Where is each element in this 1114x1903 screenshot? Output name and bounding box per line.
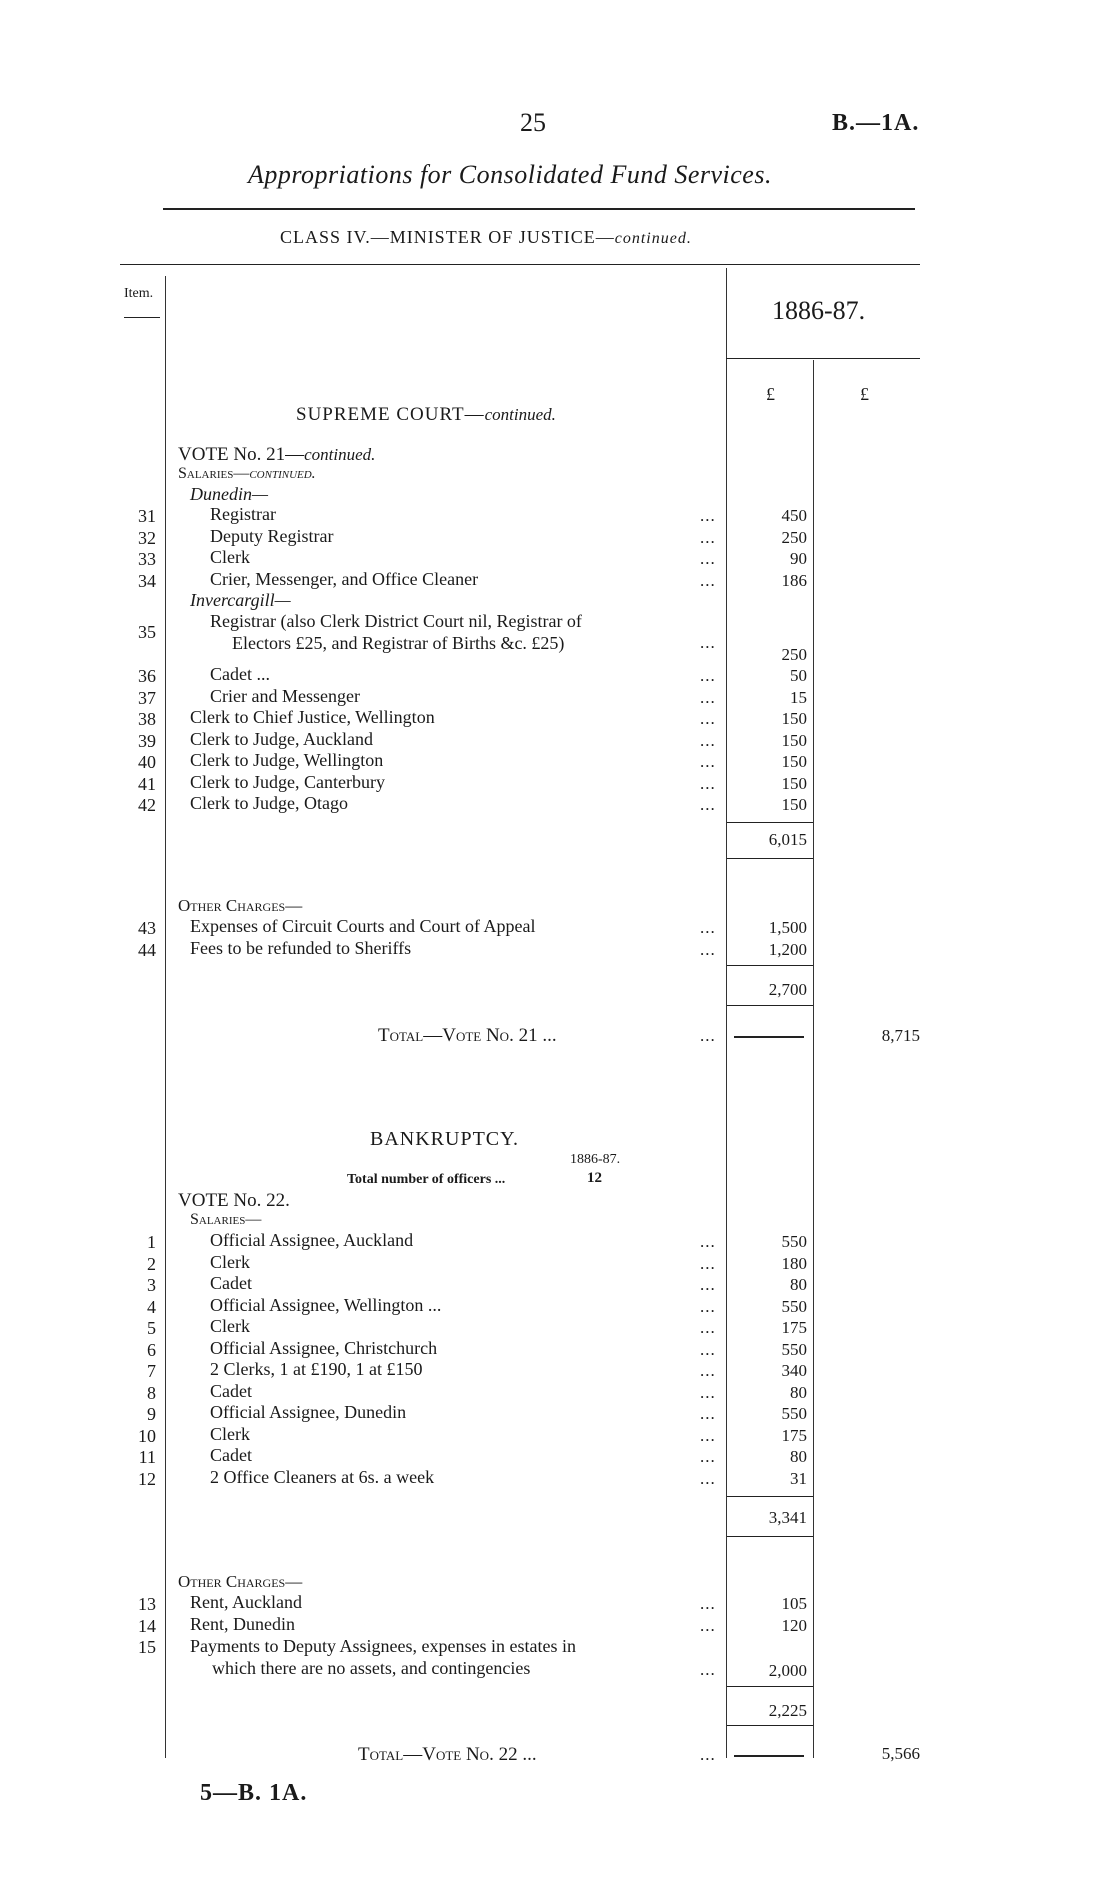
vote-22-total-label: Total—Vote No. 22 ... [358,1744,537,1765]
salaries-subtotal-rule-bottom [727,858,813,859]
item-number: 31 [138,506,156,526]
leader-dots: ... [700,527,716,547]
salaries-cont: continued. [249,465,316,482]
table-row [0,752,1114,774]
table-row [0,1423,1114,1448]
item-amount: 150 [781,730,807,750]
item-description: Clerk [210,1316,250,1336]
amount-column-left-divider [726,268,727,1758]
bankruptcy-salaries-subtotal: 3,341 [768,1508,807,1527]
item-description: Fees to be refunded to Sheriffs [190,937,412,958]
leader-dots: ... [700,795,716,814]
leader-dots: ... [700,1425,716,1445]
table-row [0,937,1114,962]
title-rule [163,208,915,210]
item-amount: 250 [781,527,807,547]
item-number: 35 [138,622,156,642]
item-description: 2 Clerks, 1 at £190, 1 at £150 [210,1359,423,1379]
item-35-line2: Electors £25, and Registrar of Births &c. £25) [232,633,565,653]
vote-21-label: VOTE No. 21— [178,444,305,465]
salaries-label: Salaries— [178,465,250,482]
item-description: Clerk [210,1423,250,1444]
item-number: 10 [138,1425,156,1446]
item-description: 2 Office Cleaners at 6s. a week [210,1466,435,1487]
table-row [0,525,1114,550]
leader-dots: ... [700,666,716,685]
vote-22-total-dash [734,1755,804,1757]
officers-label: Total number of officers ... [347,1172,506,1187]
table-row [0,728,1114,753]
item-amount: 150 [781,752,807,771]
supreme-court-title: SUPREME COURT— [296,404,485,425]
item-description: Official Assignee, Wellington ... [210,1294,442,1315]
item-number: 34 [138,570,156,591]
table-row [0,685,1114,710]
vote-21-total-label: Total—Vote No. 21 ... [378,1025,557,1046]
item-description: Deputy Registrar [210,525,334,546]
item-amount: 175 [781,1425,807,1445]
item-amount: 450 [781,506,807,525]
table-row [0,771,1114,796]
item-number: 2 [147,1253,156,1274]
item-number: 12 [138,1468,156,1489]
leader-dots: ... [700,570,716,590]
supreme-court-cont: continued. [484,405,556,424]
item-description: Rent, Auckland [190,1592,302,1612]
item-amount: 2,000 [768,1661,807,1680]
item-number: 4 [147,1296,156,1317]
leader-dots: ... [700,549,716,568]
vote-21-total-dash [734,1036,804,1038]
class-heading-main: CLASS IV.—MINISTER OF JUSTICE— [280,227,615,247]
paper-reference: B.—1A. [832,110,920,136]
item-amount: 80 [790,1382,807,1402]
vote-21-cont: continued. [304,445,376,464]
item-number: 7 [147,1361,156,1381]
item-number: 42 [138,795,156,815]
item-number: 38 [138,709,156,729]
officers-count: 12 [587,1170,602,1186]
leader-dots: ... [700,1318,716,1337]
leader-dots: ... [700,709,716,728]
table-row [0,1294,1114,1319]
item-description: Registrar [210,504,276,524]
pound-symbol-col1: £ [766,384,775,404]
table-row [0,795,1114,817]
pound-symbol-col2: £ [860,384,869,404]
item-number: 5 [147,1318,156,1338]
item-amount: 80 [790,1275,807,1294]
vote-22-line: VOTE No. 22. [178,1190,290,1211]
bankruptcy-heading: BANKRUPTCY. [370,1128,519,1150]
item-amount: 180 [781,1253,807,1273]
item-amount: 550 [781,1232,807,1251]
salaries-subtotal-rule-top [727,822,813,823]
item-amount: 50 [790,666,807,685]
item-column-divider [165,276,166,1758]
item-number: 14 [138,1615,156,1636]
signature-mark: 5—B. 1A. [200,1780,308,1806]
table-row [0,1337,1114,1362]
table-row [0,568,1114,593]
item-description: Official Assignee, Dunedin [210,1402,407,1422]
leader-dots: ... [700,1594,716,1613]
leader-dots: ... [700,1745,716,1764]
page-number: 25 [520,108,546,137]
table-row [0,1318,1114,1340]
item-description: Cadet [210,1445,252,1465]
leader-dots: ... [700,1296,716,1316]
item-amount: 550 [781,1296,807,1316]
other-charges-heading: Other Charges— [178,896,303,915]
leader-dots: ... [700,1660,716,1679]
vote-21-line [178,444,375,466]
table-row [0,1594,1114,1616]
table-row [0,1251,1114,1276]
leader-dots: ... [700,506,716,525]
item-number: 11 [138,1447,156,1467]
leader-dots: ... [700,1468,716,1488]
item-number: 8 [147,1382,156,1403]
item-number: 1 [147,1232,156,1252]
item-amount: 15 [790,687,807,707]
item-description: Official Assignee, Christchurch [210,1337,438,1358]
item-number: 43 [138,918,156,938]
item-description: Clerk to Judge, Canterbury [190,771,385,792]
item-amount: 175 [781,1318,807,1337]
item-description: Rent, Dunedin [190,1613,295,1634]
bankruptcy-other-rule-bottom [727,1725,813,1726]
leader-dots: ... [700,1447,716,1466]
leader-dots: ... [700,1253,716,1273]
item-amount: 1,500 [768,918,807,937]
bankruptcy-salaries-rule-top [727,1496,813,1497]
leader-dots: ... [700,730,716,750]
item-amount: 340 [781,1361,807,1380]
item-description: Clerk to Chief Justice, Wellington [190,707,435,727]
item-amount: 105 [781,1594,807,1613]
item-number: 32 [138,527,156,548]
table-row [0,1404,1114,1426]
item-header-underline [124,317,160,318]
item-description: Clerk to Judge, Wellington [190,750,384,770]
item-number: 13 [138,1594,156,1614]
item-number: 9 [147,1404,156,1424]
table-row [0,666,1114,688]
table-row [0,549,1114,571]
item-number: 39 [138,730,156,751]
item-description: Cadet [210,1273,252,1293]
item-15-line1: Payments to Deputy Assignees, expenses in estates in [190,1636,576,1656]
other-subtotal-rule-top [727,965,813,966]
item-description: Expenses of Circuit Courts and Court of Appeal [190,916,536,936]
bankruptcy-other-rule-top [727,1686,813,1687]
item-number: 40 [138,752,156,772]
item-amount: 550 [781,1404,807,1423]
dunedin-subheading: Dunedin— [190,484,268,504]
item-amount: 250 [781,645,807,664]
leader-dots: ... [700,1615,716,1635]
item-number: 33 [138,549,156,569]
leader-dots: ... [700,1382,716,1402]
leader-dots: ... [700,1026,716,1045]
item-description: Clerk [210,1251,250,1272]
item-description: Crier, Messenger, and Office Cleaner [210,568,479,589]
page-title: Appropriations for Consolidated Fund Services. [248,160,772,189]
table-top-rule [120,264,920,265]
item-number: 44 [138,939,156,960]
bankruptcy-salaries-heading: Salaries— [190,1211,262,1228]
table-row [0,506,1114,528]
item-amount: 150 [781,709,807,728]
leader-dots: ... [700,633,716,652]
leader-dots: ... [700,1404,716,1423]
item-description: Clerk [210,547,250,567]
item-amount: 186 [781,570,807,590]
item-15-line2: which there are no assets, and contingencies [212,1658,531,1678]
item-column-header: Item. [124,286,154,301]
year-column-header: 1886-87. [772,296,866,325]
item-amount: 31 [790,1468,807,1488]
other-subtotal: 2,700 [768,980,807,999]
table-row [0,1232,1114,1254]
item-amount: 90 [790,549,807,568]
item-number: 15 [138,1637,156,1657]
table-row [0,1466,1114,1491]
item-description: Clerk to Judge, Auckland [190,728,373,749]
table-row [0,1380,1114,1405]
table-row [0,1275,1114,1297]
table-row [0,1613,1114,1638]
item-35-line1: Registrar (also Clerk District Court nil, Registrar of [210,611,582,631]
leader-dots: ... [700,939,716,959]
item-amount: 80 [790,1447,807,1466]
item-description: Crier and Messenger [210,685,360,706]
bankruptcy-other-subtotal: 2,225 [768,1701,807,1720]
item-number: 3 [147,1275,156,1295]
class-heading [280,227,692,248]
table-row [0,918,1114,940]
table-row [0,709,1114,731]
vote-22-total-amount: 5,566 [881,1744,920,1763]
leader-dots: ... [700,752,716,771]
item-amount: 150 [781,773,807,793]
item-description: Official Assignee, Auckland [210,1230,414,1250]
other-subtotal-rule-bottom [727,1005,813,1006]
salaries-subtotal: 6,015 [768,830,807,849]
leader-dots: ... [700,687,716,707]
salaries-heading [178,465,316,483]
table-row [0,1447,1114,1469]
item-description: Cadet ... [210,664,270,684]
item-number: 6 [147,1339,156,1360]
item-number: 36 [138,666,156,686]
item-number: 37 [138,687,156,708]
bankruptcy-other-charges-heading: Other Charges— [178,1572,303,1591]
year-header-rule [726,358,920,359]
invercargill-subheading: Invercargill— [190,590,291,610]
item-amount: 550 [781,1339,807,1359]
class-heading-cont: continued. [614,230,692,247]
item-description: Cadet [210,1380,252,1401]
supreme-court-heading [296,404,556,426]
item-description: Clerk to Judge, Otago [190,793,348,813]
item-number: 41 [138,773,156,794]
vote-21-total-amount: 8,715 [881,1026,920,1045]
table-row [0,1361,1114,1383]
item-amount: 1,200 [768,939,807,959]
item-amount: 150 [781,795,807,814]
item-amount: 120 [781,1615,807,1635]
officers-year: 1886-87. [570,1152,621,1167]
leader-dots: ... [700,1275,716,1294]
bankruptcy-salaries-rule-bottom [727,1536,813,1537]
leader-dots: ... [700,773,716,793]
leader-dots: ... [700,918,716,937]
leader-dots: ... [700,1339,716,1359]
leader-dots: ... [700,1361,716,1380]
leader-dots: ... [700,1232,716,1251]
